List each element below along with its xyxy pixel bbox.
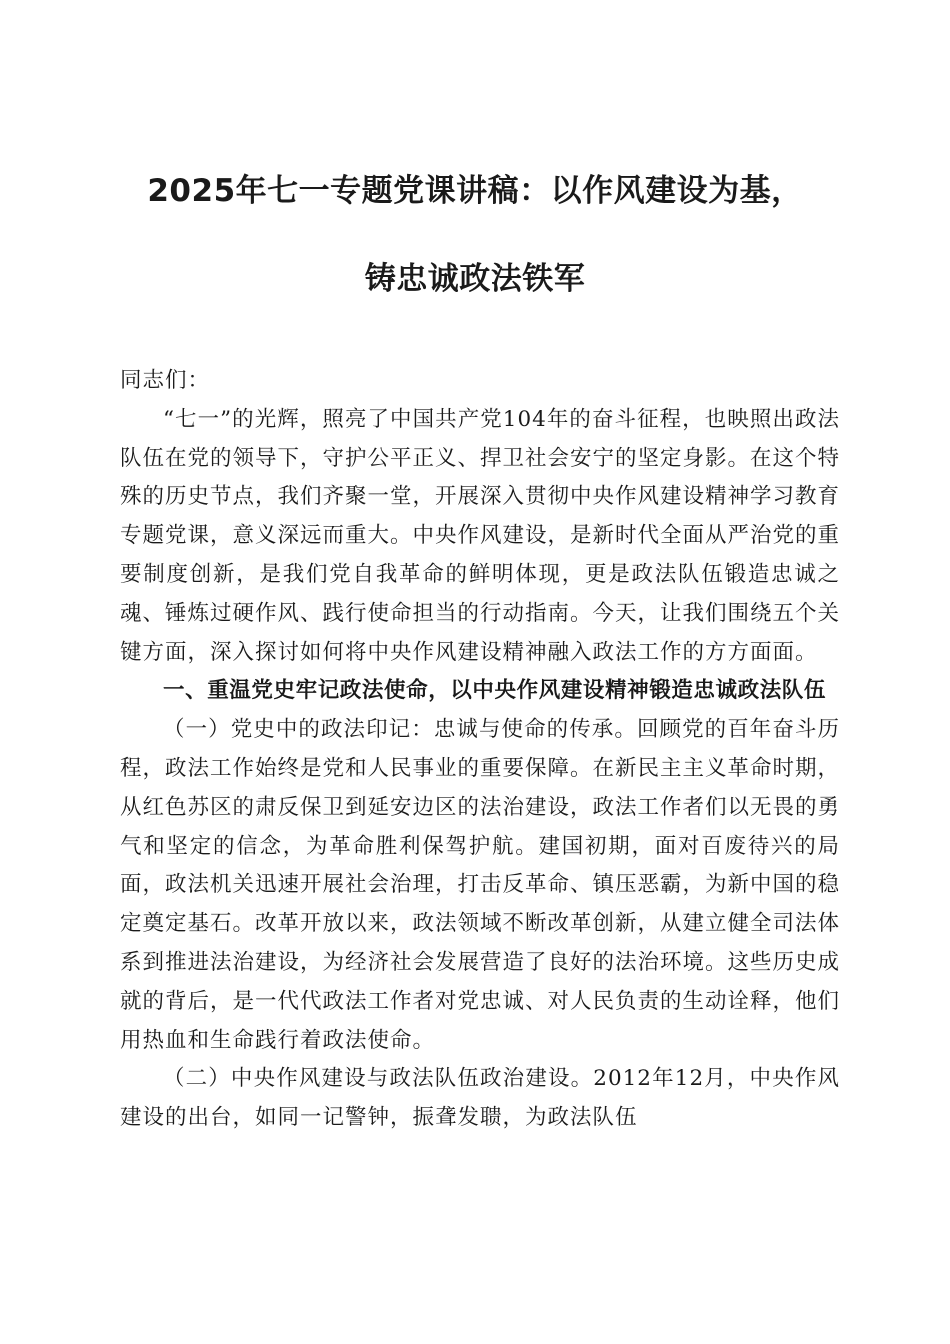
salutation: 同志们： xyxy=(120,368,211,393)
section-1-heading: 一、重温党史牢记政法使命，以中央作风建设精神锻造忠诚政法队伍 xyxy=(163,678,827,704)
document-body xyxy=(120,362,840,1138)
title-line-2: 铸忠诚政法铁军 xyxy=(364,261,586,297)
intro-paragraph: “七一”的光辉，照亮了中国共产党104年的奋斗征程，也映照出政法队伍在党的领导下，守护公平正义、捍卫社会安宁的坚定身影。在这个特殊的历史节点，我们齐聚一堂，开展深入贯彻中央作风建设精神学习教育专题党课，意义深远而重大。中央作风建设，是新时代全面从严治党的重要制度创新，是我们党自我革命的鲜明体现，更是政法队伍锻造忠诚之魂、锤炼过硬作风、践行使命担当的行动指南。今天，让我们围绕五个关键方面，深入探讨如何将中央作风建设精神融入政法工作的方方面面。 xyxy=(120,406,841,665)
subsection-2-paragraph: （二）中央作风建设与政法队伍政治建设。2012年12月，中央作风建设的出台，如同一记警钟，振聋发聩，为政法队伍 xyxy=(120,1066,840,1131)
document-title xyxy=(100,168,850,302)
subsection-1-paragraph: （一）党史中的政法印记：忠诚与使命的传承。回顾党的百年奋斗历程，政法工作始终是党和人民事业的重要保障。在新民主主义革命时期，从红色苏区的肃反保卫到延安边区的法治建设，政法工作者们以无畏的勇气和坚定的信念，为革命胜利保驾护航。建国初期，面对百废待兴的局面，政法机关迅速开展社会治理，打击反革命、镇压恶霸，为新中国的稳定奠定基石。改革开放以来，政法领域不断改革创新，从建立健全司法体系到推进法治建设，为经济社会发展营造了良好的法治环境。这些历史成就的背后，是一代代政法工作者对党忠诚、对人民负责的生动诠释，他们用热血和生命践行着政法使命。 xyxy=(120,717,841,1053)
title-line-1: 2025年七一专题党课讲稿：以作风建设为基， xyxy=(147,173,803,209)
